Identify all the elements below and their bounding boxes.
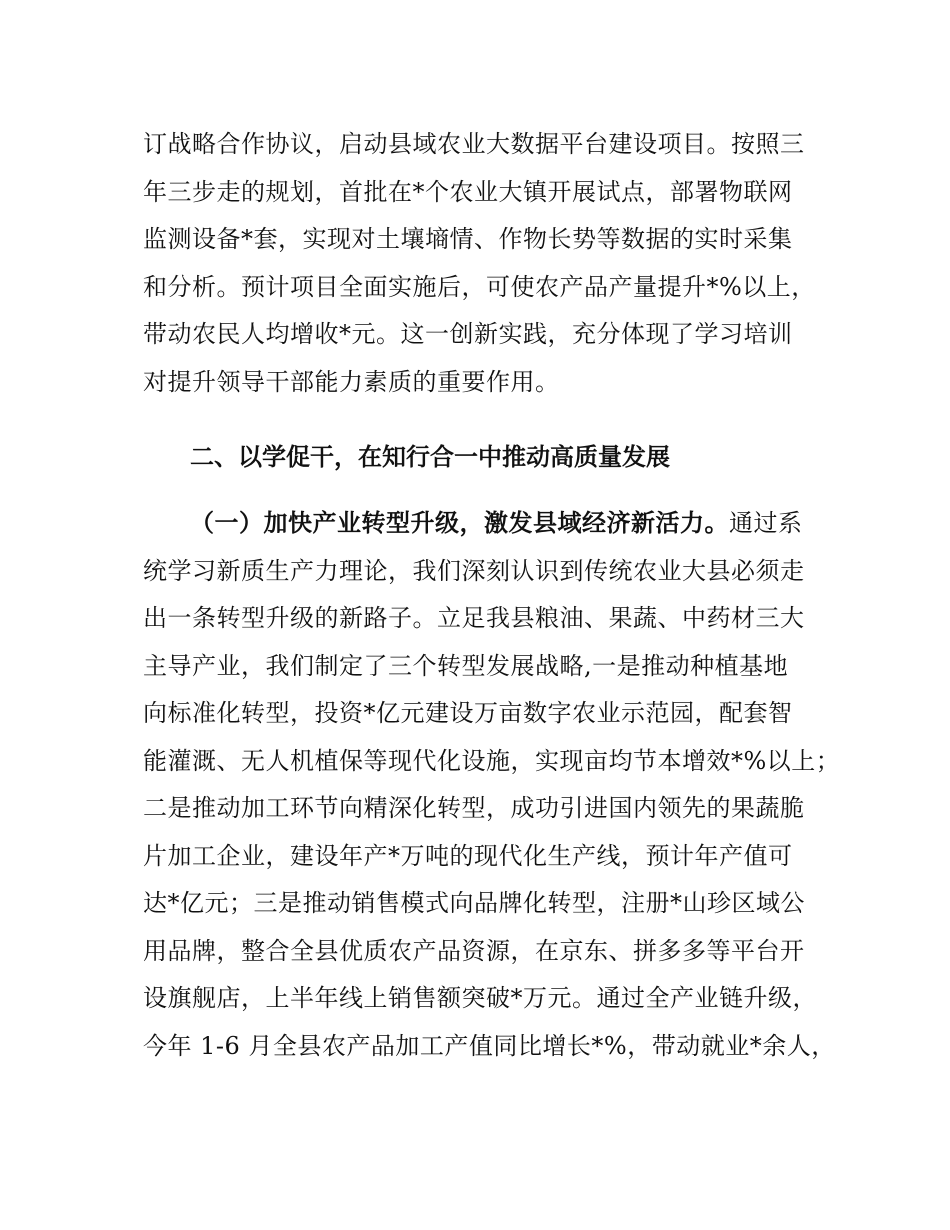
paragraph-line: 出一条转型升级的新路子。立足我县粮油、果蔬、中药材三大 [143, 604, 805, 632]
paragraph-line: 订战略合作协议，启动县域农业大数据平台建设项目。按照三 [143, 130, 805, 158]
paragraph-line: 监测设备*套，实现对土壤墒情、作物长势等数据的实时采集 [143, 225, 793, 253]
paragraph-line: 向标准化转型，投资*亿元建设万亩数字农业示范园，配套智 [143, 699, 793, 727]
paragraph-line: 设旗舰店，上半年线上销售额突破*万元。通过全产业链升级， [143, 984, 817, 1012]
subsection-title: （一）加快产业转型升级，激发县域经济新活力。 [190, 509, 729, 537]
subsection-first-line [190, 508, 803, 538]
subsection-first-line-text: 通过系 [729, 509, 803, 537]
paragraph-line: 片加工企业，建设年产*万吨的现代化生产线，预计年产值可 [143, 842, 793, 870]
paragraph-line: 和分析。预计项目全面实施后，可使农产品产量提升*%以上， [143, 273, 816, 301]
paragraph-line: 用品牌，整合全县优质农产品资源，在京东、拼多多等平台开 [143, 937, 805, 965]
paragraph-line: 主导产业，我们制定了三个转型发展战略,一是推动种植基地 [143, 652, 789, 680]
paragraph-line: 对提升领导干部能力素质的重要作用。 [143, 368, 560, 396]
paragraph-line: 二是推动加工环节向精深化转型，成功引进国内领先的果蔬脆 [143, 794, 805, 822]
paragraph-line: 今年 1-6 月全县农产品加工产值同比增长*%，带动就业*余人， [143, 1032, 836, 1060]
paragraph-line: 达*亿元；三是推动销售模式向品牌化转型，注册*山珍区域公 [143, 889, 805, 917]
paragraph-line: 能灌溉、无人机植保等现代化设施，实现亩均节本增效*%以上； [143, 747, 841, 775]
section-heading: 二、以学促干，在知行合一中推动高质量发展 [190, 443, 670, 471]
paragraph-line: 统学习新质生产力理论，我们深刻认识到传统农业大县必须走 [143, 557, 805, 585]
paragraph-line: 带动农民人均增收*元。这一创新实践，充分体现了学习培训 [143, 320, 793, 348]
paragraph-line: 年三步走的规划，首批在*个农业大镇开展试点，部署物联网 [143, 178, 793, 206]
